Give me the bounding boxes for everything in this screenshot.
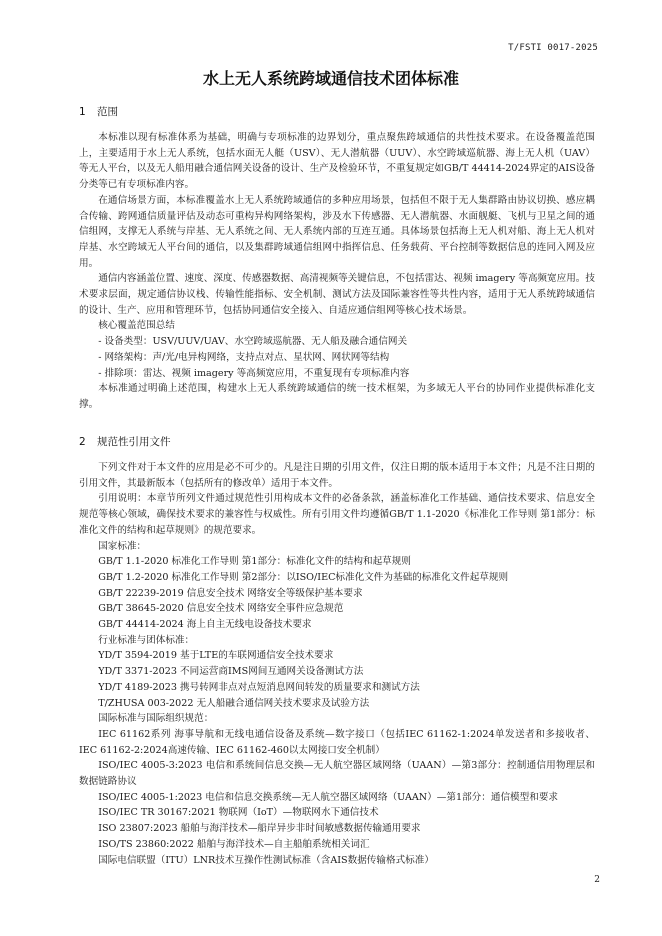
page-number: 2 <box>594 875 600 885</box>
section-1-number: 1 <box>79 106 86 118</box>
section-1-body <box>79 130 595 413</box>
reference-item: ISO/IEC 4005-1:2023 电信和信息交换系统—无人航空器区域网络（UAAN）—第1部分：通信模型和要求 <box>98 791 559 803</box>
reference-item: ISO/IEC TR 30167:2021 物联网（IoT）—物联网水下通信技术 <box>98 807 379 819</box>
section-1-heading <box>79 104 118 119</box>
paragraph: 下列文件对于本文件的应用是必不可少的。凡是注日期的引用文件，仅注日期的版本适用于本文件；凡是不注日期的引用文件，其最新版本（包括所有的修改单）适用于本文件。 <box>79 462 595 489</box>
paragraph: 本标准以现有标准体系为基础，明确与专项标准的边界划分，重点聚焦跨域通信的共性技术要求。在设备覆盖范围上，主要适用于水上无人系统，包括水面无人艇（USV）、无人潜航器（UUV）、水空跨域巡航器、海上无人机（UAV）等无人平台，以及无人船用融合通信网关设备的设计、生产及检验环节，不重复规定如GB/T 44414-2024界定的AIS设备分类等已有专项标准内容。 <box>79 132 595 191</box>
reference-item: YD/T 3371-2023 不同运营商IMS网间互通网关设备测试方法 <box>98 666 364 678</box>
paragraph: 本标准通过明确上述范围，构建水上无人系统跨域通信的统一技术框架，为多域无人平台的协同作业提供标准化支撑。 <box>79 383 595 410</box>
reference-item: T/ZHUSA 003-2022 无人船融合通信网关技术要求及试验方法 <box>98 697 370 709</box>
reference-item: ISO/IEC 4005-3:2023 电信和系统间信息交换—无人航空器区域网络（UAAN）—第3部分：控制通信用物理层和数据链路协议 <box>79 760 595 788</box>
paragraph: 引用说明：本章节所列文件通过规范性引用构成本文件的必备条款，涵盖标准化工作基础、通信技术要求、信息安全规范等核心领域，确保技术要求的兼容性与权威性。所有引用文件均遵循GB/T 1.1-2020《标准化工作导则 第1部分：标准化文件的结构和起草规则》的规范要求。 <box>79 493 595 536</box>
reference-group-label: 国际标准与国际组织规范： <box>98 713 214 725</box>
reference-item: YD/T 3594-2019 基于LTE的车联网通信安全技术要求 <box>98 650 334 662</box>
page-title: 水上无人系统跨域通信技术团体标准 <box>202 69 459 88</box>
document-number: T/FSTI 0017-2025 <box>508 43 598 53</box>
reference-item: GB/T 1.1-2020 标准化工作导则 第1部分：标准化文件的结构和起草规则 <box>98 556 411 568</box>
section-1-title: 范围 <box>97 106 118 118</box>
section-2-body <box>79 460 595 868</box>
summary-item: - 网络架构：声/光/电异构网络，支持点对点、星状网、网状网等结构 <box>98 351 390 363</box>
reference-group-label: 行业标准与团体标准： <box>98 634 195 646</box>
reference-item: 国际电信联盟（ITU）LNR技术互操作性测试标准（含AIS数据传输格式标准） <box>98 854 434 866</box>
reference-item: ISO/TS 23860:2022 船舶与海洋技术—自主船舶系统相关词汇 <box>98 838 370 850</box>
reference-group-label: 国家标准： <box>98 540 147 552</box>
reference-item: YD/T 4189-2023 携号转网非点对点短消息网间转发的质量要求和测试方法 <box>98 681 420 693</box>
reference-item: ISO 23807:2023 船舶与海洋技术—船岸异步非时间敏感数据传输通用要求 <box>98 823 421 835</box>
reference-item: GB/T 1.2-2020 标准化工作导则 第2部分：以ISO/IEC标准化文件为基础的标准化文件起草规则 <box>98 571 509 583</box>
reference-item: IEC 61162系列 海事导航和无线电通信设备及系统—数字接口（包括IEC 61162-1:2024单发送者和多接收者、IEC 61162-2:2024高速传输、IEC 61162-460以太网接口安全机制） <box>79 728 595 756</box>
section-2-number: 2 <box>79 436 86 448</box>
paragraph: 通信内容涵盖位置、速度、深度、传感器数据、高清视频等关键信息，不包括雷达、视频 imagery 等高频宽应用。技术要求层面，规定通信协议栈、传输性能指标、安全机制、测试方法及国际兼容性等共性内容，适用于无人系统跨域通信的设计、生产、应用和管理环节，包括协同通信安全接入、自适应通信组网等核心技术场景。 <box>79 273 595 316</box>
summary-item: - 排除项：雷达、视频 imagery 等高频宽应用，不重复现有专项标准内容 <box>98 367 410 379</box>
paragraph: 在通信场景方面，本标准覆盖水上无人系统跨域通信的多种应用场景，包括但不限于无人集群路由协议切换、感应耦合传输、跨网通信质量评估及动态可重构异构网络架构，涉及水下传感器、无人潜航器、水面舰艇、飞机与卫星之间的通信组网，支撑无人系统与岸基、无人系统之间、无人系统内部的互连互通。具体场景包括海上无人机对船、海上无人机对岸基、水空跨域无人平台间的通信，以及集群跨域通信组网中指挥信息、任务载荷、平台控制等数据信息的连同入网及应用。 <box>79 194 595 269</box>
summary-item: - 设备类型：USV/UUV/UAV、水空跨域巡航器、无人船及融合通信网关 <box>98 336 408 348</box>
reference-item: GB/T 22239-2019 信息安全技术 网络安全等级保护基本要求 <box>98 587 363 599</box>
summary-label: 核心覆盖范围总结 <box>98 320 175 332</box>
reference-item: GB/T 44414-2024 海上自主无线电设备技术要求 <box>98 619 312 631</box>
reference-item: GB/T 38645-2020 信息安全技术 网络安全事件应急规范 <box>98 603 344 615</box>
section-2-title: 规范性引用文件 <box>97 436 171 448</box>
section-2-heading <box>79 434 171 449</box>
